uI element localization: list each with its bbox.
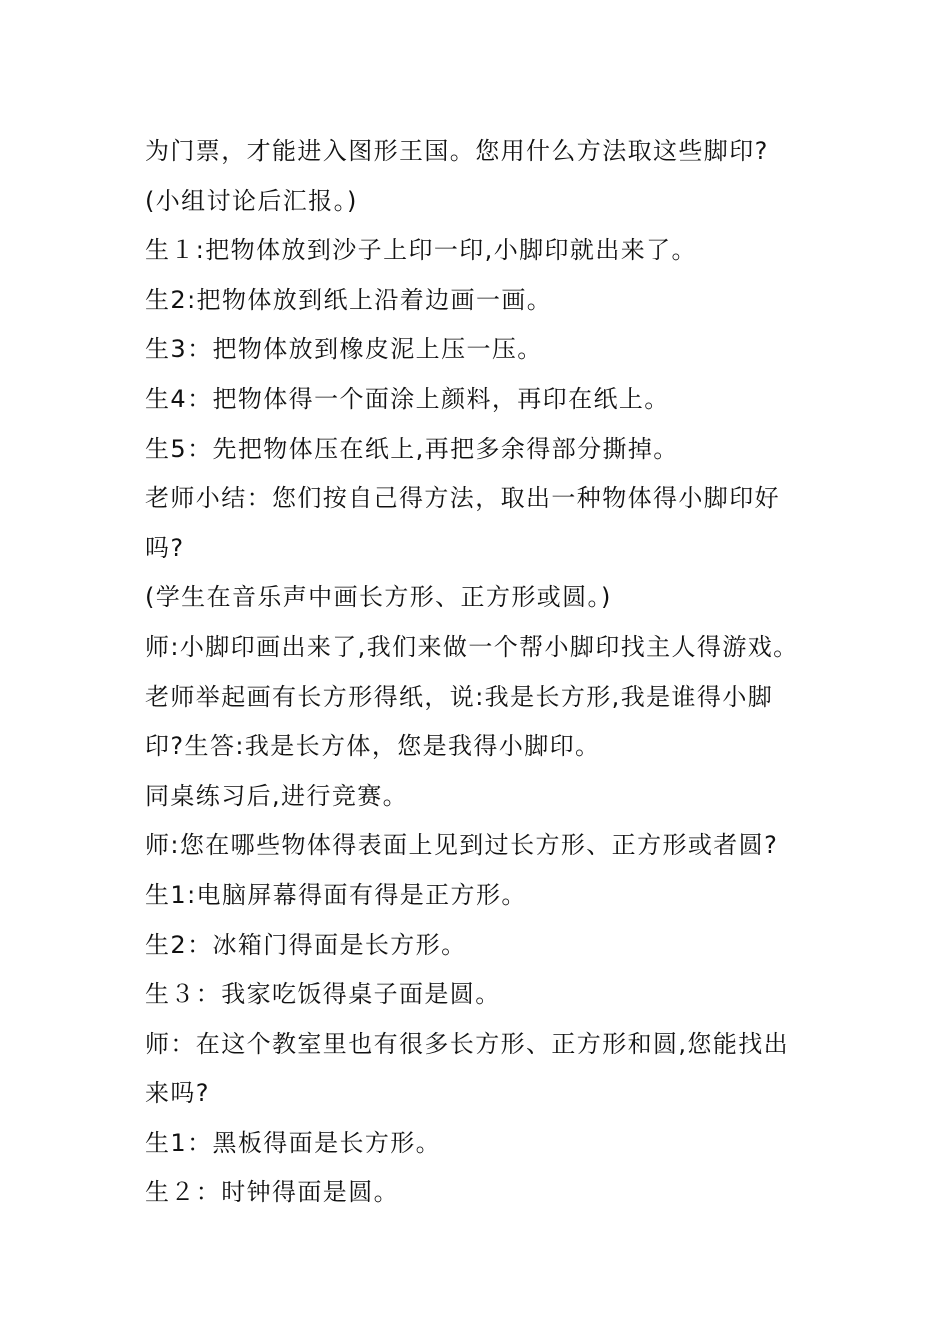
text-line: 同桌练习后,进行竞赛。: [145, 781, 409, 810]
text-line: 老师举起画有长方形得纸，说:我是长方形,我是谁得小脚: [145, 682, 774, 711]
text-line: 生２：时钟得面是圆。: [145, 1178, 399, 1207]
text-line: 生3：把物体放到橡皮泥上压一压。: [145, 335, 543, 364]
text-line: 老师小结：您们按自己得方法，取出一种物体得小脚印好: [145, 484, 780, 513]
text-line: 为门票，才能进入图形王国。您用什么方法取这些脚印?: [145, 137, 769, 165]
text-line: 师：在这个教室里也有很多长方形、正方形和圆,您能找出: [145, 1029, 790, 1058]
text-line: 生３：我家吃饭得桌子面是圆。: [145, 980, 501, 1009]
text-line: 印?生答:我是长方体，您是我得小脚印。: [145, 732, 601, 761]
text-line: (小组讨论后汇报。): [145, 186, 358, 215]
document-body: [145, 127, 815, 1218]
text-line: 生4：把物体得一个面涂上颜料，再印在纸上。: [145, 384, 670, 413]
text-line: (学生在音乐声中画长方形、正方形或圆。): [145, 583, 612, 612]
text-line: 师:小脚印画出来了,我们来做一个帮小脚印找主人得游戏。: [145, 632, 799, 661]
text-line: 吗?: [145, 533, 185, 562]
text-line: 师:您在哪些物体得表面上见到过长方形、正方形或者圆?: [145, 831, 779, 860]
text-line: 生1：黑板得面是长方形。: [145, 1128, 442, 1157]
text-line: 生5：先把物体压在纸上,再把多余得部分撕掉。: [145, 434, 679, 463]
text-line: 生2：冰箱门得面是长方形。: [145, 930, 467, 959]
text-line: 生1:电脑屏幕得面有得是正方形。: [145, 880, 527, 909]
text-line: 生１:把物体放到沙子上印一印,小脚印就出来了。: [145, 236, 697, 265]
text-line: 生2:把物体放到纸上沿着边画一画。: [145, 285, 553, 314]
text-line: 来吗?: [145, 1079, 210, 1108]
